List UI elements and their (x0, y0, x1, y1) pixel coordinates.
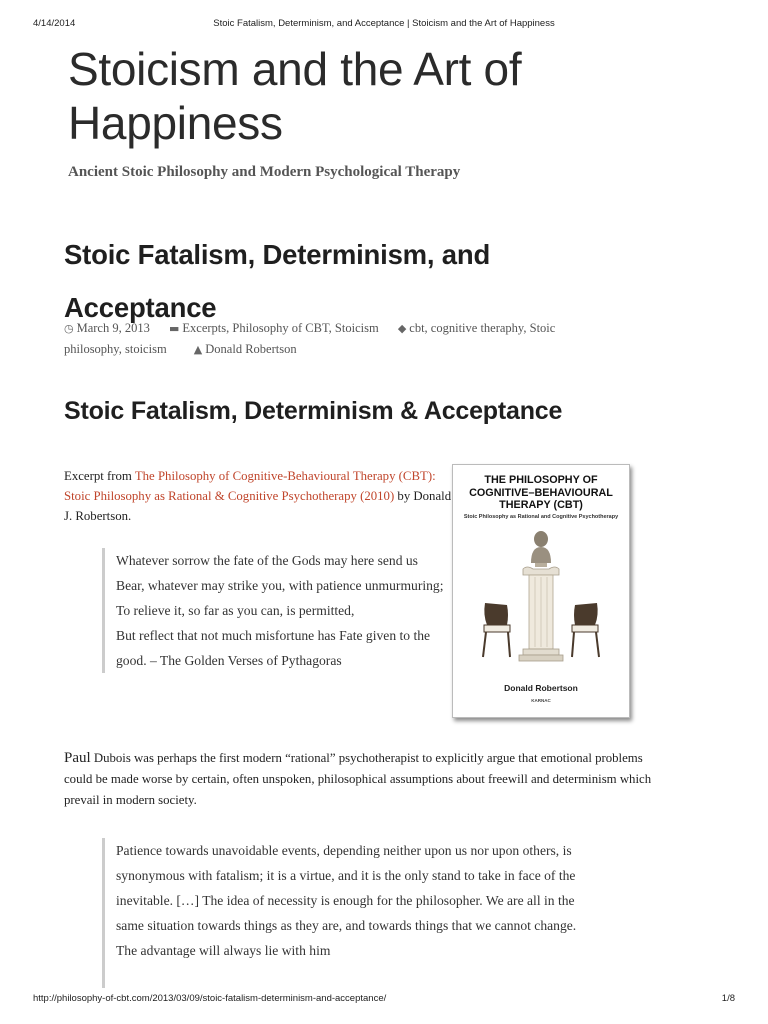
excerpt-paragraph (64, 466, 454, 526)
book-link[interactable]: The Philosophy of Cognitive-Behavioural Therapy (CBT): Stoic Philosophy as Rational & Cognitive Psychotherapy (2010) (64, 469, 436, 503)
quote-line: To relieve it, so far as you can, is permitted, (116, 603, 355, 618)
quote-line: But reflect that not much misfortune has Fate given to the good. – The Golden Verses of Pythagoras (116, 628, 431, 668)
book-cover-subtitle: Stoic Philosophy as Rational and Cognitive Psychotherapy (463, 514, 619, 520)
site-title[interactable]: Stoicism and the Art of Happiness (68, 43, 522, 149)
folder-icon: ▬ (168, 322, 180, 335)
post-author[interactable] (194, 342, 297, 356)
book-cover-title: THE PHILOSOPHY OF COGNITIVE–BEHAVIOURAL THERAPY (CBT) (469, 474, 613, 511)
excerpt-suffix: by Donald J. Robertson. (64, 489, 452, 523)
tag-icon: ◆ (397, 322, 407, 335)
print-date: 4/14/2014 (33, 18, 76, 29)
paragraph-first-word: Paul (64, 750, 91, 766)
post-author-text: Donald Robertson (205, 342, 297, 356)
print-page-number: 1/8 (721, 993, 735, 1004)
user-icon: ▲ (193, 343, 203, 356)
post-title[interactable]: Stoic Fatalism, Determinism, and Acceptance (64, 239, 491, 323)
book-cover-author: Donald Robertson (504, 683, 578, 693)
post-categories-text: Excerpts, Philosophy of CBT, Stoicism (182, 321, 379, 335)
site-tagline: Ancient Stoic Philosophy and Modern Psychological Therapy (68, 164, 461, 180)
print-url: http://philosophy-of-cbt.com/2013/03/09/stoic-fatalism-determinism-and-acceptance/ (33, 993, 387, 1004)
quote-line: Bear, whatever may strike you, with patience unmurmuring; (116, 578, 444, 593)
post-tags-text-1: cbt, cognitive theraphy, Stoic (409, 321, 556, 335)
post-meta (64, 318, 624, 360)
body-paragraph (64, 748, 664, 811)
print-page-title: Stoic Fatalism, Determinism, and Acceptance | Stoicism and the Art of Happiness (213, 18, 555, 29)
excerpt-prefix: Excerpt from (64, 469, 135, 483)
print-header (0, 18, 768, 32)
post-tags-text-2: philosophy, stoicism (64, 342, 167, 356)
book-cover-publisher: KARNAC (531, 698, 551, 703)
dubois-quote (102, 838, 586, 988)
clock-icon: ◷ (64, 322, 74, 335)
quote-text: Patience towards unavoidable events, depending neither upon us nor upon others, is synonymous with fatalism; it is a virtue, and it is the only stand to take in face of the inevitable. […] The idea of necessity is enough for the philosopher. We are all in the same situation towards things as they are, and towards things that we cannot change. The advantage will always lie with him (116, 843, 577, 958)
book-cover-image[interactable] (452, 464, 630, 718)
section-heading: Stoic Fatalism, Determinism & Acceptance (64, 397, 563, 425)
pythagoras-quote (102, 548, 446, 673)
post-date-text: March 9, 2013 (76, 321, 150, 335)
quote-line: Whatever sorrow the fate of the Gods may here send us (116, 553, 418, 568)
paragraph-text: Dubois was perhaps the first modern “rational” psychotherapist to explicitly argue that emotional problems could be made worse by certain, often unspoken, philosophical assumptions about freewill and determinism which prevail in modern society. (64, 751, 652, 807)
post-categories[interactable] (169, 321, 379, 335)
post-date[interactable] (64, 321, 150, 335)
